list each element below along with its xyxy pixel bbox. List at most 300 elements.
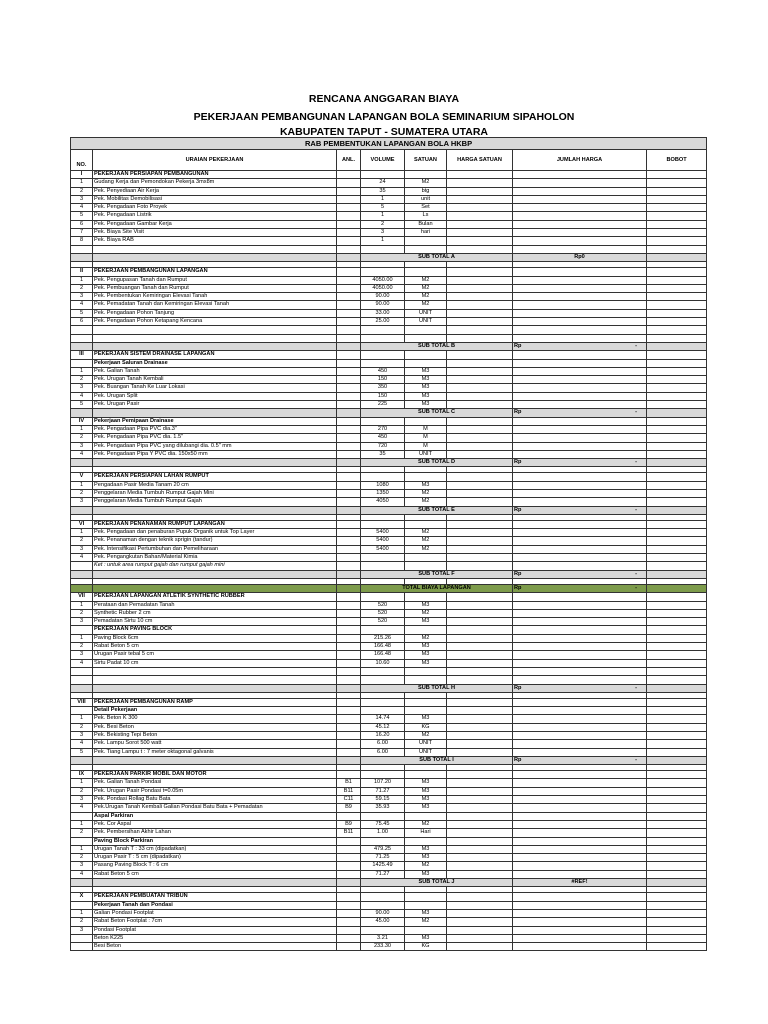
cell-volume: 150 <box>361 376 405 384</box>
cell-satuan: M3 <box>405 659 447 667</box>
table-row <box>71 425 707 433</box>
cell-volume: 90.00 <box>361 909 405 917</box>
subtotal-amount <box>513 506 647 514</box>
cell-harga-satuan <box>447 520 513 528</box>
cell-satuan <box>405 171 447 179</box>
cell-harga-satuan <box>447 187 513 195</box>
table-row <box>71 918 707 926</box>
cell-bobot <box>647 634 707 642</box>
cell-uraian: Pek. Biaya Site Visit <box>93 229 337 237</box>
section-row <box>71 893 707 901</box>
cell-bobot <box>647 748 707 756</box>
table-row <box>71 529 707 537</box>
cell-no: 2 <box>71 723 93 731</box>
cell-bobot <box>647 812 707 820</box>
section-row <box>71 812 707 820</box>
cell-jumlah-harga <box>513 667 647 675</box>
cell-harga-satuan <box>447 384 513 392</box>
subtotal-row <box>71 506 707 514</box>
cell-bobot <box>647 489 707 497</box>
table-row <box>71 384 707 392</box>
currency-label: Rp <box>514 570 522 577</box>
cell-anl <box>337 442 361 450</box>
cell-harga-satuan <box>447 301 513 309</box>
cell-no: 1 <box>71 909 93 917</box>
table-row <box>71 732 707 740</box>
cell-satuan: M3 <box>405 392 447 400</box>
table-row <box>71 943 707 951</box>
cell-anl <box>337 401 361 409</box>
cell-uraian: Pek. Pengadaan Listrik <box>93 212 337 220</box>
subtotal-amount: Rp0 <box>513 253 647 261</box>
table-row <box>71 376 707 384</box>
cell-no: 4 <box>71 204 93 212</box>
cell-bobot <box>647 293 707 301</box>
cell-anl <box>337 450 361 458</box>
cell-uraian: Besi Beton <box>93 943 337 951</box>
cell-volume: 107.20 <box>361 779 405 787</box>
cell-satuan: M3 <box>405 787 447 795</box>
cell-no: 4 <box>71 450 93 458</box>
cell-jumlah-harga <box>513 326 647 334</box>
cell-volume: 90.00 <box>361 293 405 301</box>
cell-harga-satuan <box>447 376 513 384</box>
cell-harga-satuan <box>447 309 513 317</box>
cell-satuan <box>405 812 447 820</box>
table-row <box>71 659 707 667</box>
cell-volume <box>361 837 405 845</box>
cell-harga-satuan <box>447 498 513 506</box>
cell-no <box>71 676 93 684</box>
subtotal-amount <box>513 684 647 692</box>
cell-harga-satuan <box>447 854 513 862</box>
cell-jumlah-harga <box>513 220 647 228</box>
cell-volume <box>361 520 405 528</box>
cell-bobot <box>647 779 707 787</box>
cell-volume <box>361 554 405 562</box>
cell-uraian: Pek. Cor Aspal <box>93 820 337 828</box>
cell-anl <box>337 537 361 545</box>
cell-volume <box>361 268 405 276</box>
table-row <box>71 450 707 458</box>
cell-volume <box>361 812 405 820</box>
cell-jumlah-harga <box>513 593 647 601</box>
table-row <box>71 498 707 506</box>
cell-volume <box>361 562 405 570</box>
cell-harga-satuan <box>447 943 513 951</box>
cell-satuan: M2 <box>405 301 447 309</box>
table-row <box>71 537 707 545</box>
cell-no: 1 <box>71 779 93 787</box>
cell-harga-satuan <box>447 676 513 684</box>
cell-harga-satuan <box>447 870 513 878</box>
cell-satuan: M3 <box>405 909 447 917</box>
cell-volume: 33.00 <box>361 309 405 317</box>
cell-anl <box>337 384 361 392</box>
cell-anl <box>337 171 361 179</box>
cell-bobot <box>647 276 707 284</box>
cell-anl <box>337 359 361 367</box>
cell-anl <box>337 570 361 578</box>
cell-uraian: Pek. Pengadaan Pipa PVC yang dilubangi dia. 0.5" mm <box>93 442 337 450</box>
cell-no <box>71 684 93 692</box>
cell-no: 5 <box>71 748 93 756</box>
cell-bobot <box>647 820 707 828</box>
cell-uraian: Pek. Pengadaan dan penaburan Pupuk Organik untuk Top Layer <box>93 529 337 537</box>
cell-harga-satuan <box>447 659 513 667</box>
section-row <box>71 359 707 367</box>
cell-anl <box>337 626 361 634</box>
table-row <box>71 293 707 301</box>
cell-bobot <box>647 204 707 212</box>
cell-anl <box>337 715 361 723</box>
cell-jumlah-harga <box>513 812 647 820</box>
cell-no: 5 <box>71 212 93 220</box>
cell-volume: 520 <box>361 618 405 626</box>
cell-no: 3 <box>71 384 93 392</box>
cell-satuan: M2 <box>405 609 447 617</box>
cell-anl <box>337 554 361 562</box>
cell-volume <box>361 901 405 909</box>
doc-subtitle: PEKERJAAN PEMBANGUNAN LAPANGAN BOLA SEMINARIUM SIPAHOLON <box>193 111 575 123</box>
table-row <box>71 854 707 862</box>
cell-anl <box>337 253 361 261</box>
cell-harga-satuan <box>447 367 513 375</box>
cell-volume <box>361 473 405 481</box>
cell-harga-satuan <box>447 562 513 570</box>
cell-no: 3 <box>71 442 93 450</box>
cell-uraian: Paving Block Parkiran <box>93 837 337 845</box>
col-no: NO. <box>71 150 93 171</box>
cell-jumlah-harga <box>513 779 647 787</box>
cell-bobot <box>647 879 707 887</box>
cell-no: 4 <box>71 301 93 309</box>
cell-bobot <box>647 434 707 442</box>
cell-no: 7 <box>71 229 93 237</box>
subtotal-row <box>71 570 707 578</box>
cell-bobot <box>647 918 707 926</box>
cell-uraian: Pek. Pengadaan Pipa PVC dia. 1.5" <box>93 434 337 442</box>
cell-jumlah-harga <box>513 676 647 684</box>
cell-anl <box>337 268 361 276</box>
cell-harga-satuan <box>447 537 513 545</box>
cell-satuan: M3 <box>405 715 447 723</box>
cell-uraian: Pek. Pembentukan Kemiringan Elevasi Tanah <box>93 293 337 301</box>
cell-anl <box>337 812 361 820</box>
col-jumlah-harga: JUMLAH HARGA <box>513 150 647 171</box>
cell-bobot <box>647 562 707 570</box>
cell-bobot <box>647 229 707 237</box>
cell-bobot <box>647 187 707 195</box>
blank-row <box>71 326 707 334</box>
subtotal-row <box>71 342 707 350</box>
cell-jumlah-harga <box>513 301 647 309</box>
table-row <box>71 318 707 326</box>
cell-jumlah-harga <box>513 359 647 367</box>
cell-volume: 3.21 <box>361 934 405 942</box>
cell-uraian: Urugan Pasir T : 5 cm (dipadatkan) <box>93 854 337 862</box>
cell-jumlah-harga <box>513 618 647 626</box>
cell-uraian: Pek. Pengupasan Tanah dan Rumput <box>93 276 337 284</box>
cell-volume: 35 <box>361 187 405 195</box>
cell-anl: B11 <box>337 829 361 837</box>
cell-satuan <box>405 698 447 706</box>
doc-title: RENCANA ANGGARAN BIAYA <box>308 93 460 105</box>
cell-satuan: unit <box>405 195 447 203</box>
cell-volume: 3 <box>361 229 405 237</box>
cell-bobot <box>647 676 707 684</box>
cell-volume: 1425.49 <box>361 862 405 870</box>
cell-jumlah-harga <box>513 901 647 909</box>
cell-no <box>71 879 93 887</box>
cell-uraian: PEKERJAAN PAVING BLOCK <box>93 626 337 634</box>
cell-satuan <box>405 351 447 359</box>
table-row <box>71 618 707 626</box>
cell-uraian: Pek. Pembersihan Akhir Lahan <box>93 829 337 837</box>
cell-anl: B1 <box>337 779 361 787</box>
cell-bobot <box>647 409 707 417</box>
cell-no <box>71 459 93 467</box>
cell-no: 2 <box>71 829 93 837</box>
currency-label: Rp <box>514 756 522 763</box>
cell-volume <box>361 667 405 675</box>
subtotal-row <box>71 253 707 261</box>
cell-jumlah-harga <box>513 698 647 706</box>
cell-satuan: M2 <box>405 820 447 828</box>
cell-bobot <box>647 707 707 715</box>
cell-harga-satuan <box>447 812 513 820</box>
cell-bobot <box>647 740 707 748</box>
cell-jumlah-harga <box>513 715 647 723</box>
cell-uraian <box>93 245 337 253</box>
cell-satuan: M2 <box>405 179 447 187</box>
cell-anl <box>337 934 361 942</box>
cell-no: 4 <box>71 392 93 400</box>
subtotal-label: SUB TOTAL D <box>361 459 513 467</box>
cell-anl <box>337 740 361 748</box>
cell-harga-satuan <box>447 626 513 634</box>
cell-no: 2 <box>71 376 93 384</box>
cell-uraian: Pek. Pembuangan Tanah dan Rumput <box>93 284 337 292</box>
cell-satuan: UNIT <box>405 318 447 326</box>
cell-anl <box>337 293 361 301</box>
cell-bobot <box>647 367 707 375</box>
cell-uraian: Sirtu Padat 10 cm <box>93 659 337 667</box>
cell-harga-satuan <box>447 829 513 837</box>
cell-uraian: Rabat Beton Footplat : 7cm <box>93 918 337 926</box>
cell-bobot <box>647 442 707 450</box>
cell-anl <box>337 498 361 506</box>
cell-jumlah-harga <box>513 732 647 740</box>
cell-volume: 6.00 <box>361 748 405 756</box>
cell-uraian: Pekerjaan Tanah dan Pondasi <box>93 901 337 909</box>
cell-bobot <box>647 804 707 812</box>
cell-harga-satuan <box>447 293 513 301</box>
cell-bobot <box>647 268 707 276</box>
cell-bobot <box>647 459 707 467</box>
cell-jumlah-harga <box>513 376 647 384</box>
cell-volume: 5400 <box>361 545 405 553</box>
cell-jumlah-harga <box>513 245 647 253</box>
cell-volume: 75.45 <box>361 820 405 828</box>
cell-satuan <box>405 676 447 684</box>
cell-volume: 45.12 <box>361 723 405 731</box>
subtotal-label: SUB TOTAL I <box>361 756 513 764</box>
cell-no: 4 <box>71 870 93 878</box>
cell-harga-satuan <box>447 893 513 901</box>
cell-no: 3 <box>71 732 93 740</box>
cell-jumlah-harga <box>513 293 647 301</box>
cell-bobot <box>647 870 707 878</box>
cell-harga-satuan <box>447 740 513 748</box>
cell-anl <box>337 643 361 651</box>
cell-anl <box>337 351 361 359</box>
cell-jumlah-harga <box>513 870 647 878</box>
cell-jumlah-harga <box>513 943 647 951</box>
cell-harga-satuan <box>447 442 513 450</box>
cell-volume: 25.00 <box>361 318 405 326</box>
cell-anl <box>337 870 361 878</box>
subtotal-amount <box>513 409 647 417</box>
cell-no: 1 <box>71 601 93 609</box>
table-row <box>71 554 707 562</box>
cell-harga-satuan <box>447 473 513 481</box>
cell-uraian <box>93 459 337 467</box>
cell-no: 1 <box>71 634 93 642</box>
cell-bobot <box>647 212 707 220</box>
cell-bobot <box>647 284 707 292</box>
cell-satuan <box>405 554 447 562</box>
cell-uraian <box>93 570 337 578</box>
cell-satuan <box>405 473 447 481</box>
cell-anl <box>337 284 361 292</box>
cell-jumlah-harga <box>513 659 647 667</box>
cell-anl <box>337 845 361 853</box>
cell-jumlah-harga <box>513 498 647 506</box>
cell-anl <box>337 326 361 334</box>
cell-volume: 35 <box>361 450 405 458</box>
cell-uraian <box>93 334 337 342</box>
cell-volume: 45.00 <box>361 918 405 926</box>
cell-satuan <box>405 926 447 934</box>
cell-harga-satuan <box>447 667 513 675</box>
cell-uraian <box>93 756 337 764</box>
cell-no: 2 <box>71 187 93 195</box>
section-row <box>71 771 707 779</box>
cell-harga-satuan <box>447 748 513 756</box>
cell-jumlah-harga <box>513 434 647 442</box>
cell-bobot <box>647 698 707 706</box>
table-row <box>71 787 707 795</box>
cell-anl <box>337 707 361 715</box>
cell-bobot <box>647 570 707 578</box>
cell-satuan: M3 <box>405 934 447 942</box>
subtotal-label: SUB TOTAL H <box>361 684 513 692</box>
cell-jumlah-harga <box>513 367 647 375</box>
cell-anl <box>337 601 361 609</box>
table-row <box>71 796 707 804</box>
cell-no: 6 <box>71 220 93 228</box>
cell-bobot <box>647 901 707 909</box>
cell-volume: 270 <box>361 425 405 433</box>
table-row <box>71 237 707 245</box>
cell-uraian <box>93 879 337 887</box>
cell-uraian: Pek. Biaya RAB <box>93 237 337 245</box>
cell-anl <box>337 434 361 442</box>
cell-jumlah-harga <box>513 804 647 812</box>
cell-jumlah-harga <box>513 537 647 545</box>
cell-satuan: M2 <box>405 545 447 553</box>
cell-uraian: Ket : untuk area rumput gajah dan rumput gajah mini <box>93 562 337 570</box>
cell-no <box>71 570 93 578</box>
cell-bobot <box>647 301 707 309</box>
cell-volume: 1 <box>361 237 405 245</box>
cell-uraian: Aspal Parkiran <box>93 812 337 820</box>
cell-uraian: PEKERJAAN SISTEM DRAINASE LAPANGAN <box>93 351 337 359</box>
cell-volume <box>361 771 405 779</box>
cell-bobot <box>647 506 707 514</box>
cell-bobot <box>647 195 707 203</box>
cell-satuan: KG <box>405 943 447 951</box>
cell-harga-satuan <box>447 237 513 245</box>
cell-jumlah-harga <box>513 918 647 926</box>
cell-satuan <box>405 417 447 425</box>
cell-uraian: Pek. Penanaman dengan teknik sprigin (tandur) <box>93 537 337 545</box>
cell-satuan: M3 <box>405 367 447 375</box>
cell-jumlah-harga <box>513 204 647 212</box>
cell-anl <box>337 618 361 626</box>
cell-volume <box>361 171 405 179</box>
cell-satuan: UNIT <box>405 748 447 756</box>
cell-harga-satuan <box>447 779 513 787</box>
cell-anl <box>337 862 361 870</box>
cell-jumlah-harga <box>513 489 647 497</box>
subtotal-amount: #REF! <box>513 879 647 887</box>
cell-satuan: Ls <box>405 212 447 220</box>
cell-no: V <box>71 473 93 481</box>
cell-no: 5 <box>71 309 93 317</box>
cell-satuan <box>405 359 447 367</box>
cell-no: 2 <box>71 609 93 617</box>
cell-uraian: Pek. Pemadatan Tanah dan Kemiringan Elevasi Tanah <box>93 301 337 309</box>
cell-anl <box>337 837 361 845</box>
subtotal-label: TOTAL BIAYA LAPANGAN <box>361 584 513 592</box>
cell-volume: 166.48 <box>361 651 405 659</box>
cell-bobot <box>647 796 707 804</box>
section-row <box>71 901 707 909</box>
cell-harga-satuan <box>447 245 513 253</box>
cell-anl <box>337 506 361 514</box>
cell-volume: 350 <box>361 384 405 392</box>
cell-uraian: PEKERJAAN PEMBANGUNAN LAPANGAN <box>93 268 337 276</box>
currency-label: Rp <box>514 459 522 466</box>
cell-satuan <box>405 707 447 715</box>
table-row <box>71 934 707 942</box>
amount-value: - <box>635 459 637 466</box>
cell-anl <box>337 481 361 489</box>
cell-harga-satuan <box>447 529 513 537</box>
cell-bobot <box>647 392 707 400</box>
cell-uraian: PEKERJAAN PENANAMAN RUMPUT LAPANGAN <box>93 520 337 528</box>
amount-value: - <box>635 756 637 763</box>
cell-harga-satuan <box>447 820 513 828</box>
subtotal-amount <box>513 756 647 764</box>
cell-anl <box>337 342 361 350</box>
cell-uraian <box>93 342 337 350</box>
col-anl: ANL. <box>337 150 361 171</box>
cell-harga-satuan <box>447 934 513 942</box>
cell-harga-satuan <box>447 489 513 497</box>
